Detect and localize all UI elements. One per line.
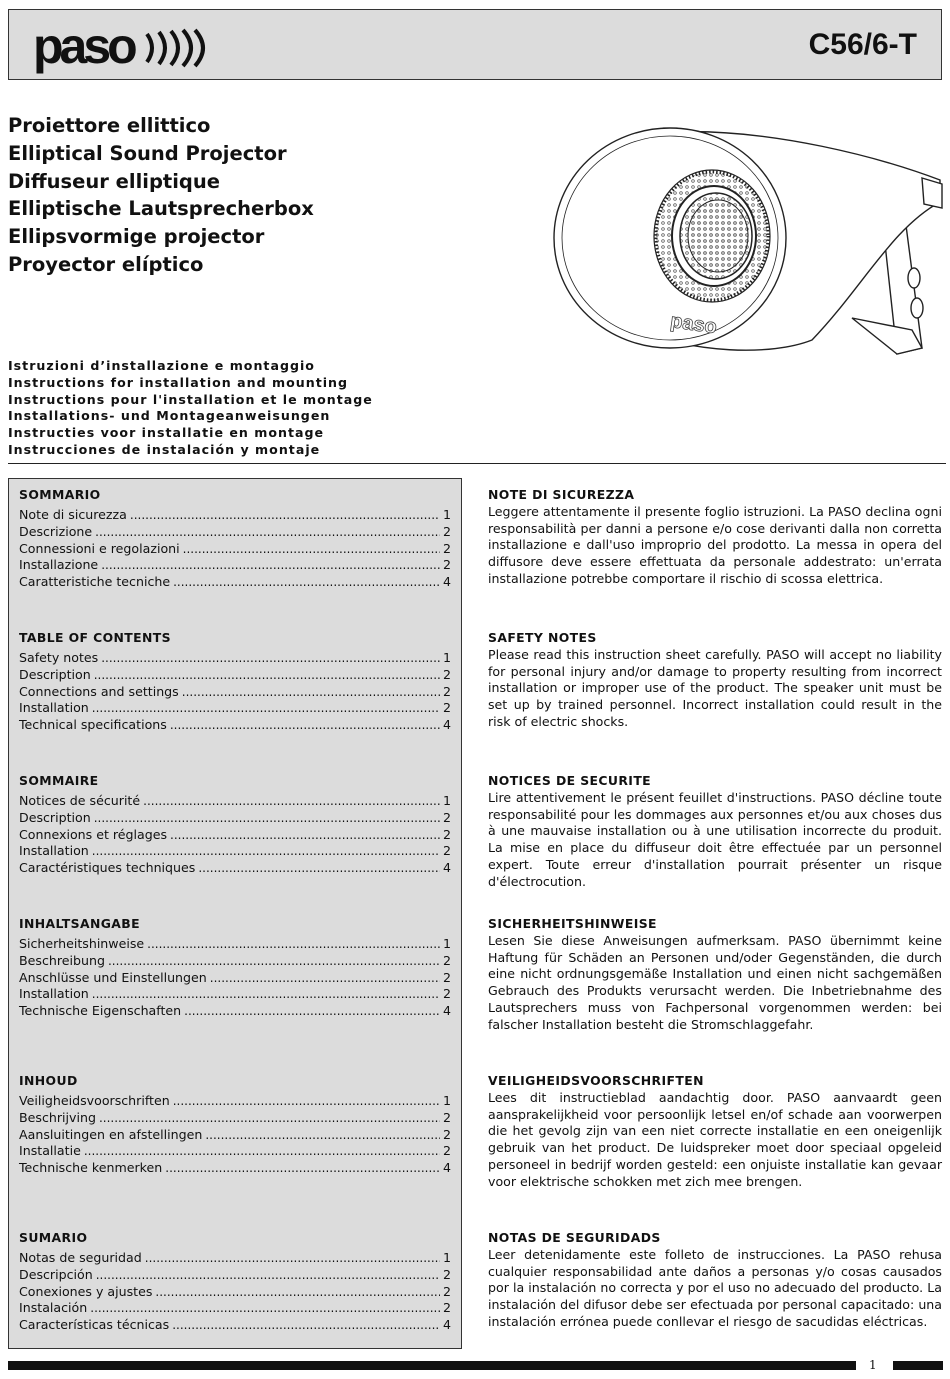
- toc-label: Características técnicas: [19, 1317, 170, 1333]
- note-title: NOTICES DE SECURITE: [488, 773, 652, 788]
- toc-box: [8, 478, 462, 1349]
- toc-title: SUMARIO: [19, 1230, 88, 1245]
- toc-leader: [143, 794, 440, 808]
- toc-section-it: [19, 487, 451, 591]
- toc-page: 2: [442, 523, 451, 539]
- toc-label: Veiligheidsvoorschriften: [19, 1093, 170, 1108]
- toc-label: Notices de sécurité: [19, 793, 141, 808]
- toc-page: 1: [442, 936, 451, 951]
- toc-row[interactable]: [19, 1003, 451, 1020]
- safety-note-es: [488, 1230, 942, 1331]
- toc-row[interactable]: [19, 1267, 451, 1284]
- toc-row[interactable]: [19, 1127, 451, 1144]
- safety-note-fr: [488, 773, 942, 890]
- toc-row[interactable]: [19, 557, 451, 574]
- toc-title: INHALTSANGABE: [19, 916, 140, 931]
- toc-row[interactable]: [19, 793, 451, 810]
- header-band: [8, 9, 942, 80]
- toc-page: 2: [442, 557, 451, 573]
- toc-leader: [92, 844, 440, 858]
- note-text: Please read this instruction sheet carefully. PASO will accept no liability for personal injury and/or damage to property resulting from incorrect installation or improper use of the product. The speaker unit must be set up by trained personnel. Incorrect installation could result in the risk of electric shocks.: [488, 647, 942, 729]
- model-number: C56/6-T: [808, 28, 917, 61]
- toc-section-en: [19, 630, 451, 734]
- toc-section-es: [19, 1230, 451, 1334]
- note-title: SAFETY NOTES: [488, 630, 597, 645]
- toc-label: Description: [19, 809, 91, 825]
- toc-leader: [170, 828, 440, 842]
- safety-note-nl: [488, 1073, 942, 1190]
- toc-label: Installation: [19, 700, 89, 716]
- toc-row[interactable]: [19, 507, 451, 524]
- toc-row[interactable]: [19, 810, 451, 827]
- toc-page: 4: [442, 1317, 451, 1333]
- title-fr: Diffuseur elliptique: [8, 169, 220, 193]
- toc-label: Conexiones y ajustes: [19, 1283, 153, 1299]
- toc-leader: [90, 1301, 440, 1315]
- toc-leader: [101, 651, 440, 665]
- toc-leader: [130, 508, 440, 522]
- toc-label: Connections and settings: [19, 683, 179, 699]
- toc-row[interactable]: [19, 684, 451, 701]
- note-title: VEILIGHEIDSVOORSCHRIFTEN: [488, 1073, 704, 1088]
- toc-label: Caractéristiques techniques: [19, 860, 196, 876]
- toc-row[interactable]: [19, 970, 451, 987]
- toc-label: Descrizione: [19, 523, 93, 539]
- toc-leader: [92, 987, 440, 1001]
- toc-row[interactable]: [19, 827, 451, 844]
- note-text: Lire attentivement le présent feuillet d'instructions. PASO décline toute responsabilité pour les dommages aux personnes et/ou aux choses dus à une mauvaise installation ou à une utilisation incorrecte du produit. La mise en place du diffuseur doit être effectuée par un personnel expert. Toute erreur d'installation pourrait présenter un risque d'électrocution.: [488, 790, 942, 889]
- toc-label: Connexions et réglages: [19, 826, 168, 842]
- footer-bar: [8, 1361, 856, 1370]
- toc-label: Safety notes: [19, 650, 99, 665]
- toc-row[interactable]: [19, 541, 451, 558]
- toc-page: 4: [442, 717, 451, 733]
- toc-label: Beschrijving: [19, 1109, 96, 1125]
- toc-row[interactable]: [19, 1160, 451, 1177]
- toc-row[interactable]: [19, 574, 451, 591]
- toc-leader: [108, 954, 440, 968]
- toc-row[interactable]: [19, 650, 451, 667]
- toc-label: Descripción: [19, 1266, 93, 1282]
- toc-section-de: [19, 916, 451, 1020]
- instruction-nl: Instructies voor installatie en montage: [8, 425, 325, 441]
- toc-label: Installation: [19, 843, 89, 859]
- paso-logo: paso: [33, 18, 134, 74]
- toc-leader: [173, 575, 440, 589]
- toc-page: 4: [442, 860, 451, 876]
- toc-leader: [155, 1285, 440, 1299]
- toc-page: 2: [442, 540, 451, 556]
- toc-row[interactable]: [19, 936, 451, 953]
- footer-bar: [893, 1361, 943, 1370]
- toc-leader: [165, 1161, 440, 1175]
- toc-page: 2: [442, 1300, 451, 1316]
- toc-page: 2: [442, 1143, 451, 1159]
- toc-leader: [145, 1251, 440, 1265]
- note-title: SICHERHEITSHINWEISE: [488, 916, 657, 931]
- instruction-de: Installations- und Montageanweisungen: [8, 408, 331, 424]
- instruction-headings: [8, 358, 373, 459]
- toc-row[interactable]: [19, 1300, 451, 1317]
- toc-page: 2: [442, 1126, 451, 1142]
- toc-row[interactable]: [19, 1250, 451, 1267]
- toc-row[interactable]: [19, 1143, 451, 1160]
- safety-note-en: [488, 630, 942, 731]
- title-de: Elliptische Lautsprecherbox: [8, 197, 314, 221]
- title-it: Proiettore ellittico: [8, 114, 211, 137]
- toc-label: Technische Eigenschaften: [19, 1003, 182, 1019]
- toc-row[interactable]: [19, 700, 451, 717]
- toc-row[interactable]: [19, 860, 451, 877]
- note-title: NOTAS DE SEGURIDADS: [488, 1230, 661, 1245]
- note-text: Lees dit instructieblad aandachtig door. PASO aanvaardt geen aansprakelijkheid voor persoonlijk letsel en/of schade aan voorwerpen die het gevolg zijn van een niet correcte installatie en een oneigenlijk gebruik van het product. De luidspreker moet door speciaal opgeleid personeel in bedrijf worden gesteld: een onjuiste installatie kan gevaar voor elektrische schokken met zich mee brengen.: [488, 1090, 942, 1189]
- page-number: 1: [869, 1358, 877, 1372]
- toc-row[interactable]: [19, 667, 451, 684]
- toc-page: 2: [442, 809, 451, 825]
- toc-page: 2: [442, 1109, 451, 1125]
- toc-row[interactable]: [19, 717, 451, 734]
- toc-section-nl: [19, 1073, 451, 1177]
- instruction-fr: Instructions pour l'installation et le montage: [8, 391, 373, 407]
- toc-leader: [147, 937, 440, 951]
- safety-note-it: [488, 487, 942, 588]
- note-text: Leggere attentamente il presente foglio istruzioni. La PASO declina ogni responsabilità per danni a persone e/o cose derivanti dalla non corretta installazione e dall'uso improprio del prodotto. La messa in opera del diffusore deve essere effettuata da personale addestrato: un'errata installazione potrebbe comportare il rischio di scossa elettrica.: [488, 504, 942, 586]
- toc-label: Technical specifications: [19, 717, 167, 733]
- instruction-en: Instructions for installation and mounting: [8, 374, 349, 390]
- toc-title: TABLE OF CONTENTS: [19, 630, 171, 645]
- toc-label: Sicherheitshinweise: [19, 936, 145, 951]
- toc-row[interactable]: [19, 1110, 451, 1127]
- toc-label: Technische kenmerken: [19, 1160, 163, 1176]
- toc-leader: [99, 1111, 440, 1125]
- title-nl: Ellipsvormige projector: [8, 225, 265, 249]
- speaker-illustration: [552, 118, 944, 362]
- toc-row[interactable]: [19, 1093, 451, 1110]
- note-text: Lesen Sie diese Anweisungen aufmerksam. PASO übernimmt keine Haftung für Schäden an Personen und/oder Gegenständen, die durch eine nicht ordnungsgemäße Installation und einen nicht sachgemäßen Gebrauch des Produkts verursacht werden. Die Inbetriebnahme des Lautsprechers muss von Fachpersonal vorgenommen werden: bei falscher Installation besteht die Stromschlaggefahr.: [488, 933, 942, 1032]
- toc-leader: [84, 1144, 440, 1158]
- toc-page: 2: [442, 683, 451, 699]
- toc-page: 1: [442, 507, 451, 522]
- toc-title: SOMMARIO: [19, 487, 101, 502]
- toc-page: 2: [442, 826, 451, 842]
- toc-page: 1: [442, 793, 451, 808]
- toc-leader: [94, 668, 440, 682]
- toc-row[interactable]: [19, 1317, 451, 1334]
- toc-label: Notas de seguridad: [19, 1250, 142, 1265]
- toc-page: 4: [442, 1003, 451, 1019]
- safety-note-de: [488, 916, 942, 1033]
- toc-page: 1: [442, 1250, 451, 1265]
- title-es: Proyector elíptico: [8, 252, 204, 276]
- toc-leader: [95, 525, 440, 539]
- toc-label: Installazione: [19, 557, 99, 573]
- toc-label: Caratteristiche tecniche: [19, 574, 171, 590]
- toc-leader: [184, 1004, 440, 1018]
- toc-row[interactable]: [19, 524, 451, 541]
- speaker-logo-text: paso: [668, 310, 719, 339]
- toc-leader: [92, 701, 440, 715]
- toc-page: 1: [442, 1093, 451, 1108]
- toc-title: INHOUD: [19, 1073, 78, 1088]
- sound-waves-icon: [141, 28, 213, 68]
- toc-page: 2: [442, 986, 451, 1002]
- title-en: Elliptical Sound Projector: [8, 141, 287, 165]
- toc-leader: [173, 1094, 440, 1108]
- note-title: NOTE DI SICUREZZA: [488, 487, 635, 502]
- instruction-it: Istruzioni d’installazione e montaggio: [8, 358, 315, 373]
- toc-section-fr: [19, 773, 451, 877]
- toc-page: 2: [442, 843, 451, 859]
- toc-page: 2: [442, 969, 451, 985]
- toc-leader: [183, 542, 440, 556]
- toc-label: Instalación: [19, 1300, 88, 1316]
- toc-label: Anschlüsse und Einstellungen: [19, 969, 207, 985]
- toc-leader: [172, 1318, 440, 1332]
- note-text: Leer detenidamente este folleto de instrucciones. La PASO rehusa cualquier responsabilidad ante daños a personas y/o cosas causados por la instalación no correcta y por el uso no adecuado del producto. La instalación del difusor debe ser efectuada por personal capacitado: una instalación errónea puede conllevar el riesgo de sacudidas eléctricas.: [488, 1247, 942, 1329]
- divider-rule: [8, 463, 946, 464]
- toc-label: Installatie: [19, 1143, 81, 1159]
- toc-title: SOMMAIRE: [19, 773, 99, 788]
- toc-leader: [205, 1128, 440, 1142]
- toc-label: Beschreibung: [19, 952, 105, 968]
- product-titles: [8, 112, 314, 279]
- toc-leader: [182, 685, 440, 699]
- toc-page: 1: [442, 650, 451, 665]
- toc-leader: [210, 971, 440, 985]
- toc-page: 2: [442, 1283, 451, 1299]
- toc-row[interactable]: [19, 843, 451, 860]
- toc-leader: [101, 558, 440, 572]
- instruction-es: Instrucciones de instalación y montaje: [8, 441, 321, 457]
- toc-row[interactable]: [19, 953, 451, 970]
- toc-leader: [94, 811, 440, 825]
- toc-label: Installation: [19, 986, 89, 1002]
- toc-page: 2: [442, 700, 451, 716]
- toc-leader: [170, 718, 440, 732]
- toc-page: 2: [442, 666, 451, 682]
- toc-label: Note di sicurezza: [19, 507, 127, 522]
- toc-page: 4: [442, 574, 451, 590]
- toc-row[interactable]: [19, 1284, 451, 1301]
- toc-label: Connessioni e regolazioni: [19, 540, 180, 556]
- toc-label: Description: [19, 666, 91, 682]
- toc-row[interactable]: [19, 986, 451, 1003]
- toc-leader: [96, 1268, 440, 1282]
- toc-label: Aansluitingen en afstellingen: [19, 1126, 203, 1142]
- toc-page: 2: [442, 1266, 451, 1282]
- toc-page: 4: [442, 1160, 451, 1176]
- toc-leader: [198, 861, 440, 875]
- toc-page: 2: [442, 952, 451, 968]
